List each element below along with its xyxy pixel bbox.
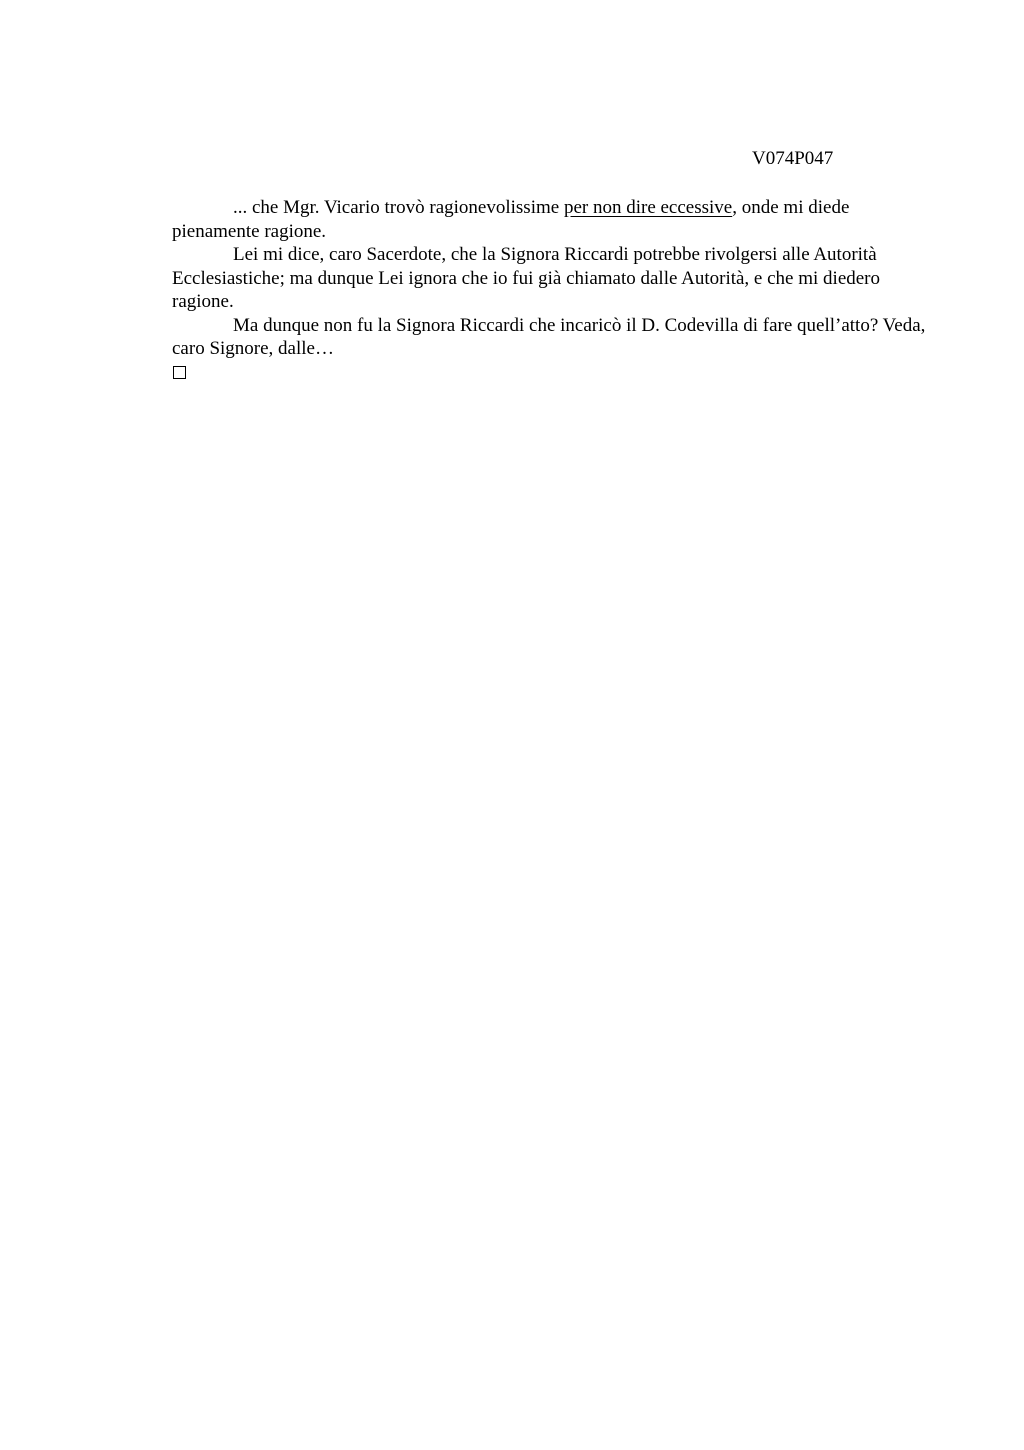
paragraph-1-underlined-text: per non dire eccessive	[563, 197, 733, 218]
paragraph-1-text-after: , onde mi diede pienamente ragione.	[172, 197, 850, 242]
letter-body	[172, 196, 932, 379]
paragraph-3: Ma dunque non fu la Signora Riccardi che incaricò il D. Codevilla di fare quell’atto? Veda, caro Signore, dalle…	[172, 314, 926, 359]
paragraph-1	[172, 196, 932, 243]
page-identifier: V074P047	[752, 148, 834, 169]
empty-square-icon	[173, 366, 186, 379]
paragraph-2: Lei mi dice, caro Sacerdote, che la Signora Riccardi potrebbe rivolgersi alle Autorità Ecclesiastiche; ma dunque Lei ignora che io fui già chiamato dalle Autorità, e che mi diedero ragione.	[172, 244, 881, 312]
paragraph-1-text-before: ... che Mgr. Vicario trovò ragionevolissime	[233, 197, 564, 218]
